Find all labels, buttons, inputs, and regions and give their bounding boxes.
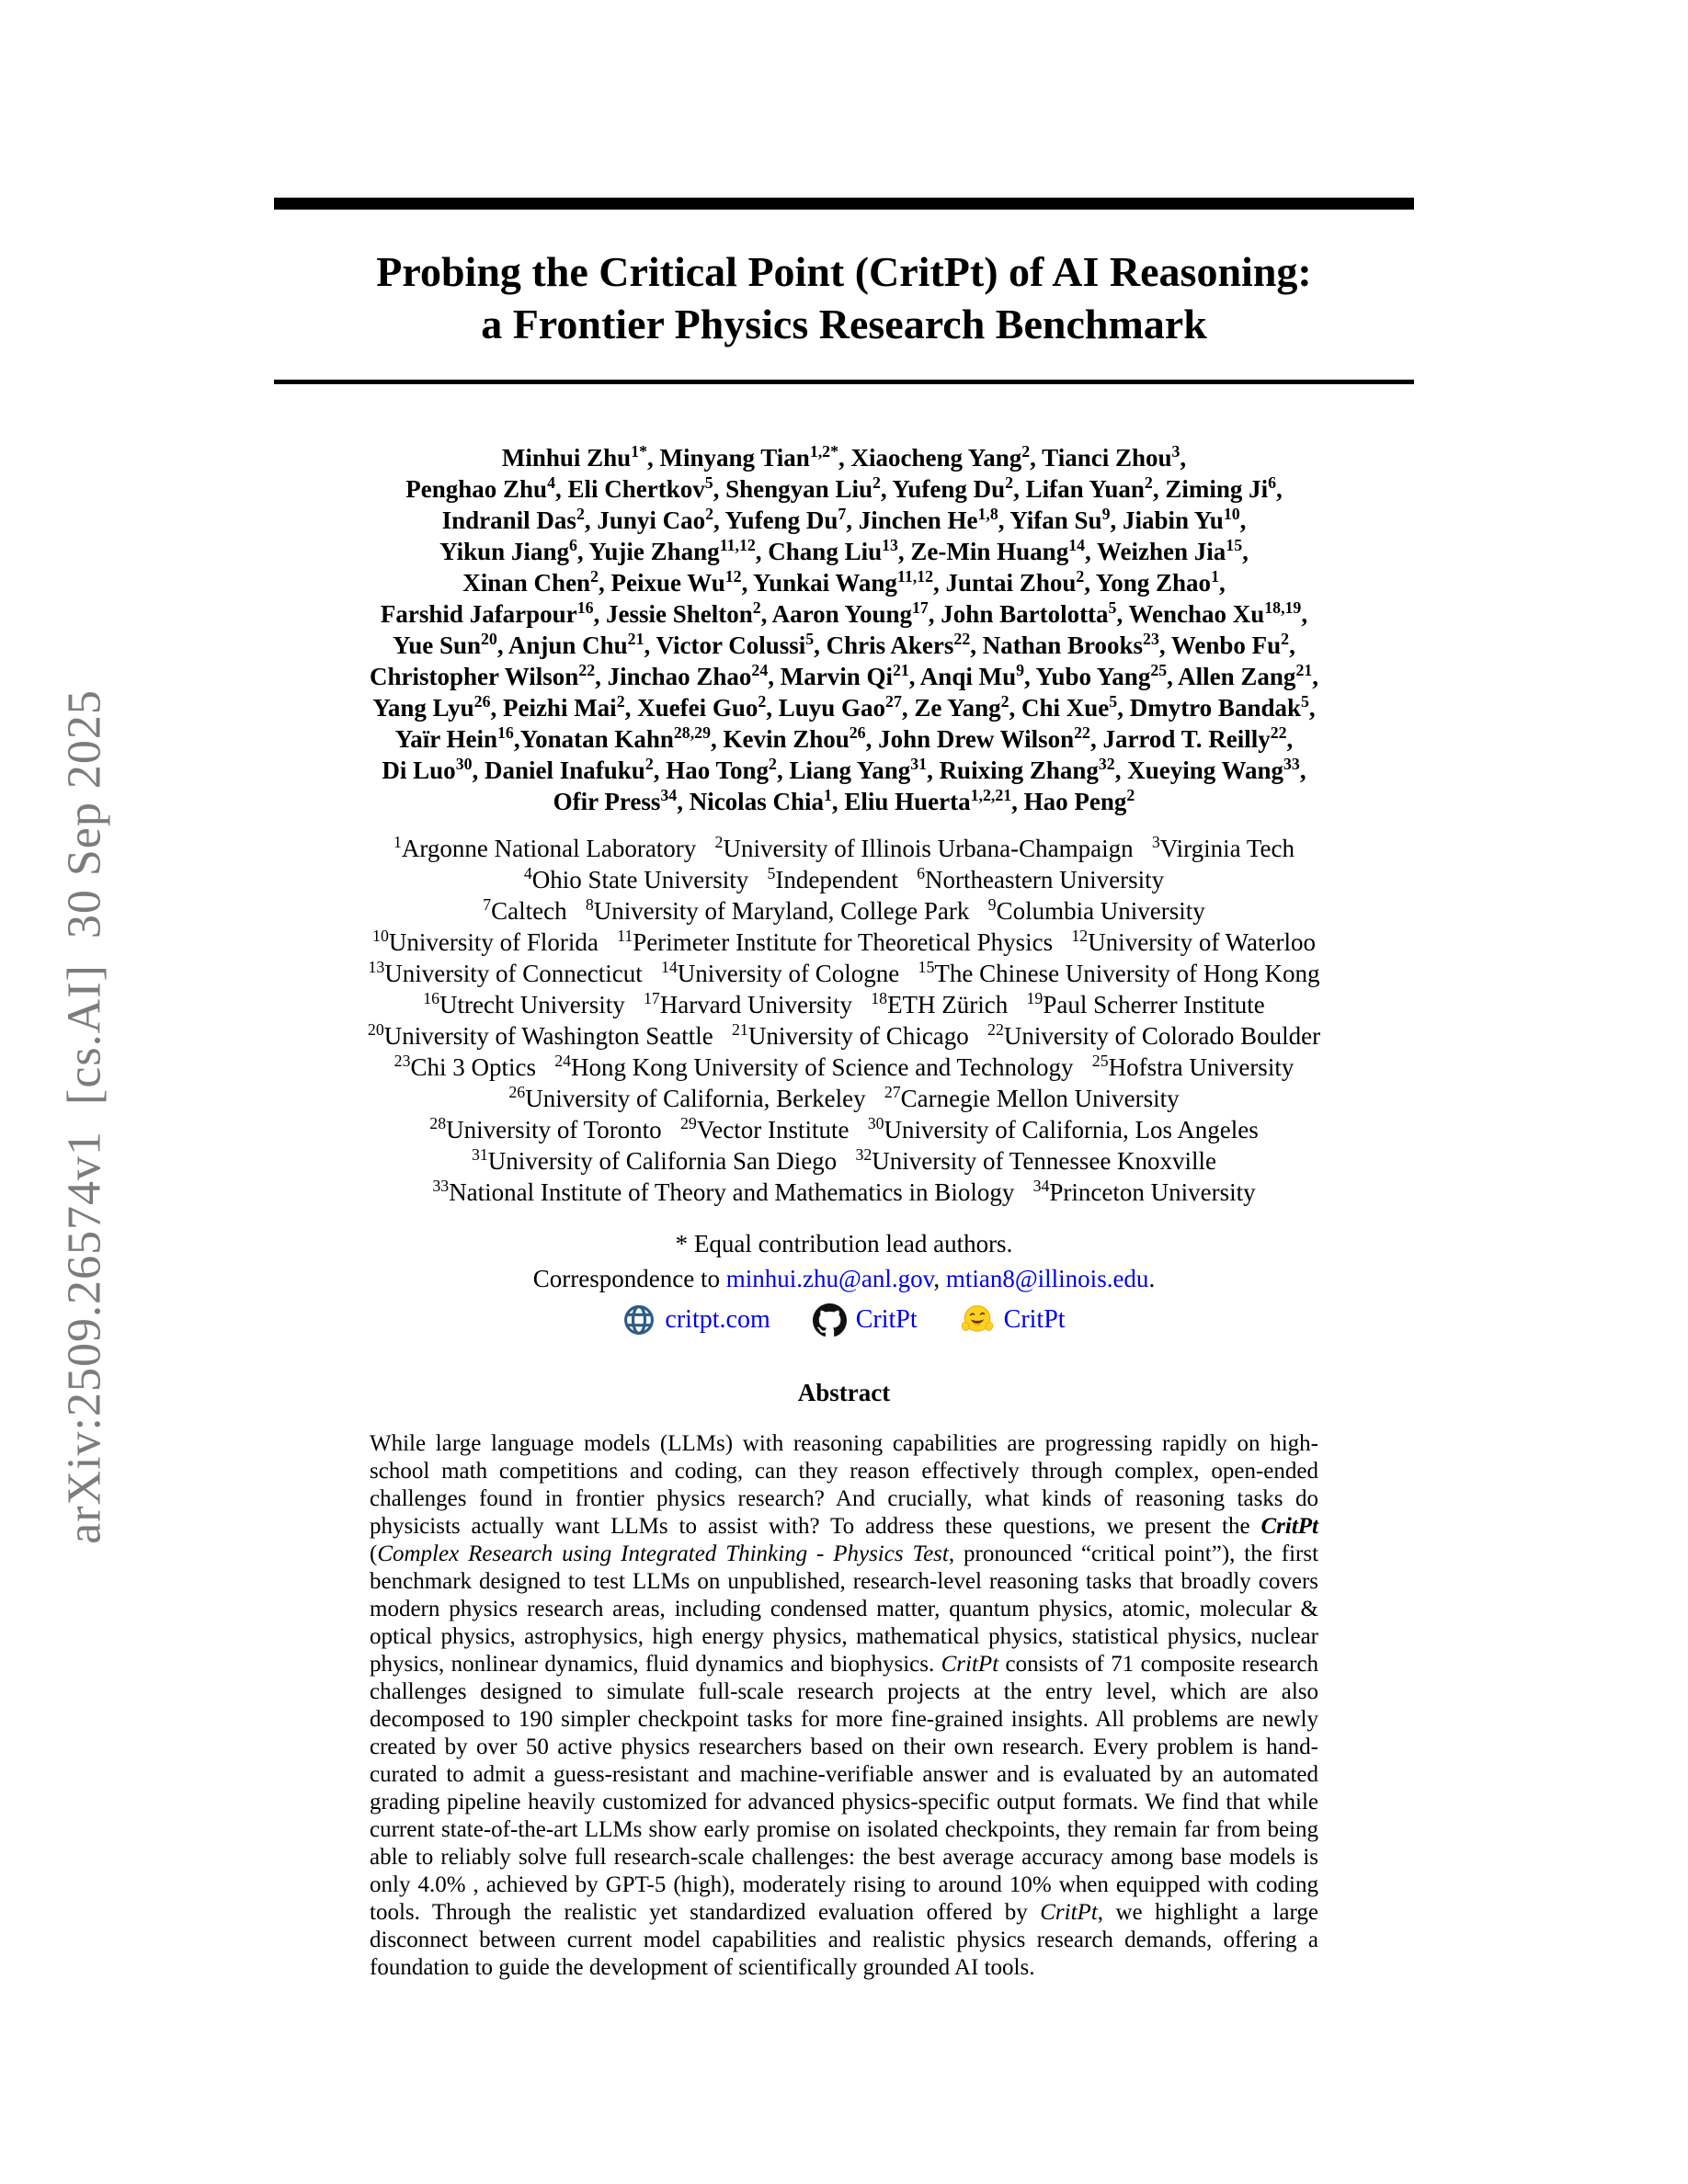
abstract-segment: CritPt bbox=[941, 1652, 999, 1677]
github-link[interactable] bbox=[813, 1303, 918, 1337]
huggingface-link[interactable] bbox=[960, 1302, 1066, 1337]
affiliation-line: $^7$Caltech $^8$University of Maryland, College Park $^9$Columbia University bbox=[483, 895, 1205, 925]
abstract-segment: ( bbox=[370, 1541, 378, 1566]
website-link-label[interactable]: critpt.com bbox=[665, 1305, 770, 1334]
author-line: Yaïr Hein$^{16}$,Yonatan Kahn$^{28,29}$, Kevin Zhou$^{26}$, John Drew Wilson$^{22}$, Jarrod T. Reilly$^{22}$, bbox=[394, 723, 1294, 753]
github-link-label[interactable]: CritPt bbox=[855, 1305, 918, 1334]
abstract-segment: CritPt bbox=[1260, 1514, 1318, 1539]
website-link[interactable] bbox=[622, 1303, 770, 1337]
abstract-segment: , pronounced “critical point”), the first benchmark designed to test LLMs on unpublished, research-level reasoning tasks that broadly covers modern physics research areas, including condensed matter, quantum physics, atomic, molecular & optical physics, astrophysics, high energy physics, mathematical physics, statistical physics, nuclear physics, nonlinear dynamics, fluid dynamics and biophysics. bbox=[370, 1541, 1319, 1677]
affiliation-line: $^{16}$Utrecht University $^{17}$Harvard University $^{18}$ETH Zürich $^{19}$Paul Scherrer Institute bbox=[423, 989, 1265, 1018]
affiliation-line: $^{26}$University of California, Berkeley $^{27}$Carnegie Mellon University bbox=[508, 1083, 1180, 1112]
author-line: Yang Lyu$^{26}$, Peizhi Mai$^2$, Xuefei Guo$^2$, Luyu Gao$^{27}$, Ze Yang$^2$, Chi Xue$^5$, Dmytro Bandak$^5$, bbox=[372, 692, 1316, 722]
abstract-body bbox=[370, 1430, 1318, 1982]
author-line: Di Luo$^{30}$, Daniel Inafuku$^2$, Hao Tong$^2$, Liang Yang$^{31}$, Ruixing Zhang$^{32}$, Xueying Wang$^{33}$, bbox=[382, 755, 1306, 784]
affiliation-line: $^{13}$University of Connecticut $^{14}$University of Cologne $^{15}$The Chinese University of Hong Kong bbox=[368, 958, 1320, 987]
paper-title bbox=[274, 245, 1414, 350]
huggingface-icon bbox=[960, 1302, 995, 1337]
affiliation-line: $^{33}$National Institute of Theory and Mathematics in Biology $^{34}$Princeton University bbox=[432, 1177, 1256, 1206]
affiliation-line: $^{20}$University of Washington Seattle $^{21}$University of Chicago $^{22}$University of Colorado Boulder bbox=[367, 1020, 1321, 1050]
abstract-segment: While large language models (LLMs) with reasoning capabilities are progressing rapidly on high-school math competitions and coding, can they reason effectively through complex, open-ended challenges found in frontier physics research? And crucially, what kinds of reasoning tasks do physicists actually want LLMs to assist with? To address these questions, we present the bbox=[370, 1431, 1318, 1539]
huggingface-link-label[interactable]: CritPt bbox=[1003, 1305, 1066, 1334]
author-line: Indranil Das$^2$, Junyi Cao$^2$, Yufeng Du$^7$, Jinchen He$^{1,8}$, Yifan Su$^9$, Jiabin Yu$^{10}$, bbox=[441, 505, 1247, 534]
top-rule bbox=[274, 198, 1414, 210]
correspondence-period: . bbox=[1148, 1265, 1156, 1292]
affiliation-line: $^1$Argonne National Laboratory $^2$University of Illinois Urbana-Champaign $^3$Virginia Tech bbox=[393, 833, 1295, 862]
correspondence-line bbox=[274, 1262, 1414, 1295]
abstract-section bbox=[370, 1377, 1318, 1982]
resource-links bbox=[274, 1302, 1414, 1337]
author-line: Farshid Jafarpour$^{16}$, Jessie Shelton$^2$, Aaron Young$^{17}$, John Bartolotta$^5$, Wenchao Xu$^{18,19}$, bbox=[380, 598, 1308, 628]
affiliation-line: $^{23}$Chi 3 Optics $^{24}$Hong Kong University of Science and Technology $^{25}$Hofstra University bbox=[393, 1052, 1295, 1081]
author-line: Christopher Wilson$^{22}$, Jinchao Zhao$^{24}$, Marvin Qi$^{21}$, Anqi Mu$^9$, Yubo Yang$^{25}$, Allen Zang$^{21}$, bbox=[370, 661, 1318, 690]
paper-content-column bbox=[274, 198, 1414, 1982]
affiliation-line: $^{10}$University of Florida $^{11}$Perimeter Institute for Theoretical Physics $^{12}$University of Waterloo bbox=[372, 927, 1316, 956]
title-line-1: Probing the Critical Point (CritPt) of AI Reasoning: bbox=[376, 248, 1312, 295]
abstract-segment: CritPt bbox=[1040, 1900, 1098, 1925]
title-rule bbox=[274, 380, 1414, 384]
abstract-heading: Abstract bbox=[797, 1379, 891, 1406]
email-link-2[interactable]: mtian8@illinois.edu bbox=[945, 1265, 1149, 1292]
email-link-1[interactable]: minhui.zhu@anl.gov bbox=[725, 1265, 934, 1292]
globe-icon bbox=[622, 1303, 656, 1337]
correspondence-prefix: Correspondence to bbox=[532, 1265, 726, 1292]
arxiv-watermark: arXiv:2509.26574v1 [cs.AI] 30 Sep 2025 bbox=[58, 689, 111, 1544]
title-line-2: a Frontier Physics Research Benchmark bbox=[481, 301, 1207, 347]
abstract-segment: Complex Research using Integrated Thinking - Physics Test bbox=[377, 1541, 949, 1566]
author-line: Penghao Zhu$^4$, Eli Chertkov$^5$, Shengyan Liu$^2$, Yufeng Du$^2$, Lifan Yuan$^2$, Ziming Ji$^6$, bbox=[405, 473, 1283, 503]
author-line: Yikun Jiang$^6$, Yujie Zhang$^{11,12}$, Chang Liu$^{13}$, Ze-Min Huang$^{14}$, Weizhen Jia$^{15}$, bbox=[439, 536, 1249, 565]
affiliation-line: $^4$Ohio State University $^5$Independent $^6$Northeastern University bbox=[523, 864, 1165, 893]
author-line: Yue Sun$^{20}$, Anjun Chu$^{21}$, Victor Colussi$^5$, Chris Akers$^{22}$, Nathan Brooks$^{23}$, Wenbo Fu$^2$, bbox=[393, 630, 1295, 659]
affiliation-line: $^{28}$University of Toronto $^{29}$Vector Institute $^{30}$University of California, Los Angeles bbox=[429, 1114, 1259, 1143]
affiliation-line: $^{31}$University of California San Diego $^{32}$University of Tennessee Knoxville bbox=[471, 1145, 1217, 1175]
author-line: Xinan Chen$^2$, Peixue Wu$^{12}$, Yunkai Wang$^{11,12}$, Juntai Zhou$^2$, Yong Zhao$^1$, bbox=[462, 567, 1226, 597]
abstract-segment: consists of 71 composite research challenges designed to simulate full-scale research projects at the entry level, which are also decomposed to 190 simpler checkpoint tasks for more fine-grained insights. All problems are newly created by over 50 active physics researchers based on their own research. Every problem is hand-curated to admit a guess-resistant and machine-verifiable answer and is evaluated by an automated grading pipeline heavily customized for advanced physics-specific output formats. We find that while current state-of-the-art LLMs show early promise on isolated checkpoints, they remain far from being able to reliably solve full research-scale challenges: the best average accuracy among base models is only 4.0% , achieved by GPT-5 (high), moderately rising to around 10% when equipped with coding tools. Through the realistic yet standardized evaluation offered by bbox=[370, 1652, 1318, 1925]
github-icon bbox=[813, 1303, 847, 1337]
author-line: Ofir Press$^{34}$, Nicolas Chia$^1$, Eliu Huerta$^{1,2,21}$, Hao Peng$^2$ bbox=[553, 786, 1135, 815]
author-line: Minhui Zhu$^{1*}$, Minyang Tian$^{1,2*}$, Xiaocheng Yang$^2$, Tianci Zhou$^3$, bbox=[501, 442, 1187, 472]
abstract-segment: , we highlight a large disconnect between current model capabilities and realistic physics research demands, offering a foundation to guide the development of scientifically grounded AI tools. bbox=[370, 1900, 1318, 1980]
email-separator: , bbox=[933, 1265, 946, 1292]
equal-contribution-note: * Equal contribution lead authors. bbox=[675, 1230, 1013, 1257]
author-list bbox=[274, 442, 1414, 817]
affiliation-list bbox=[274, 833, 1414, 1208]
